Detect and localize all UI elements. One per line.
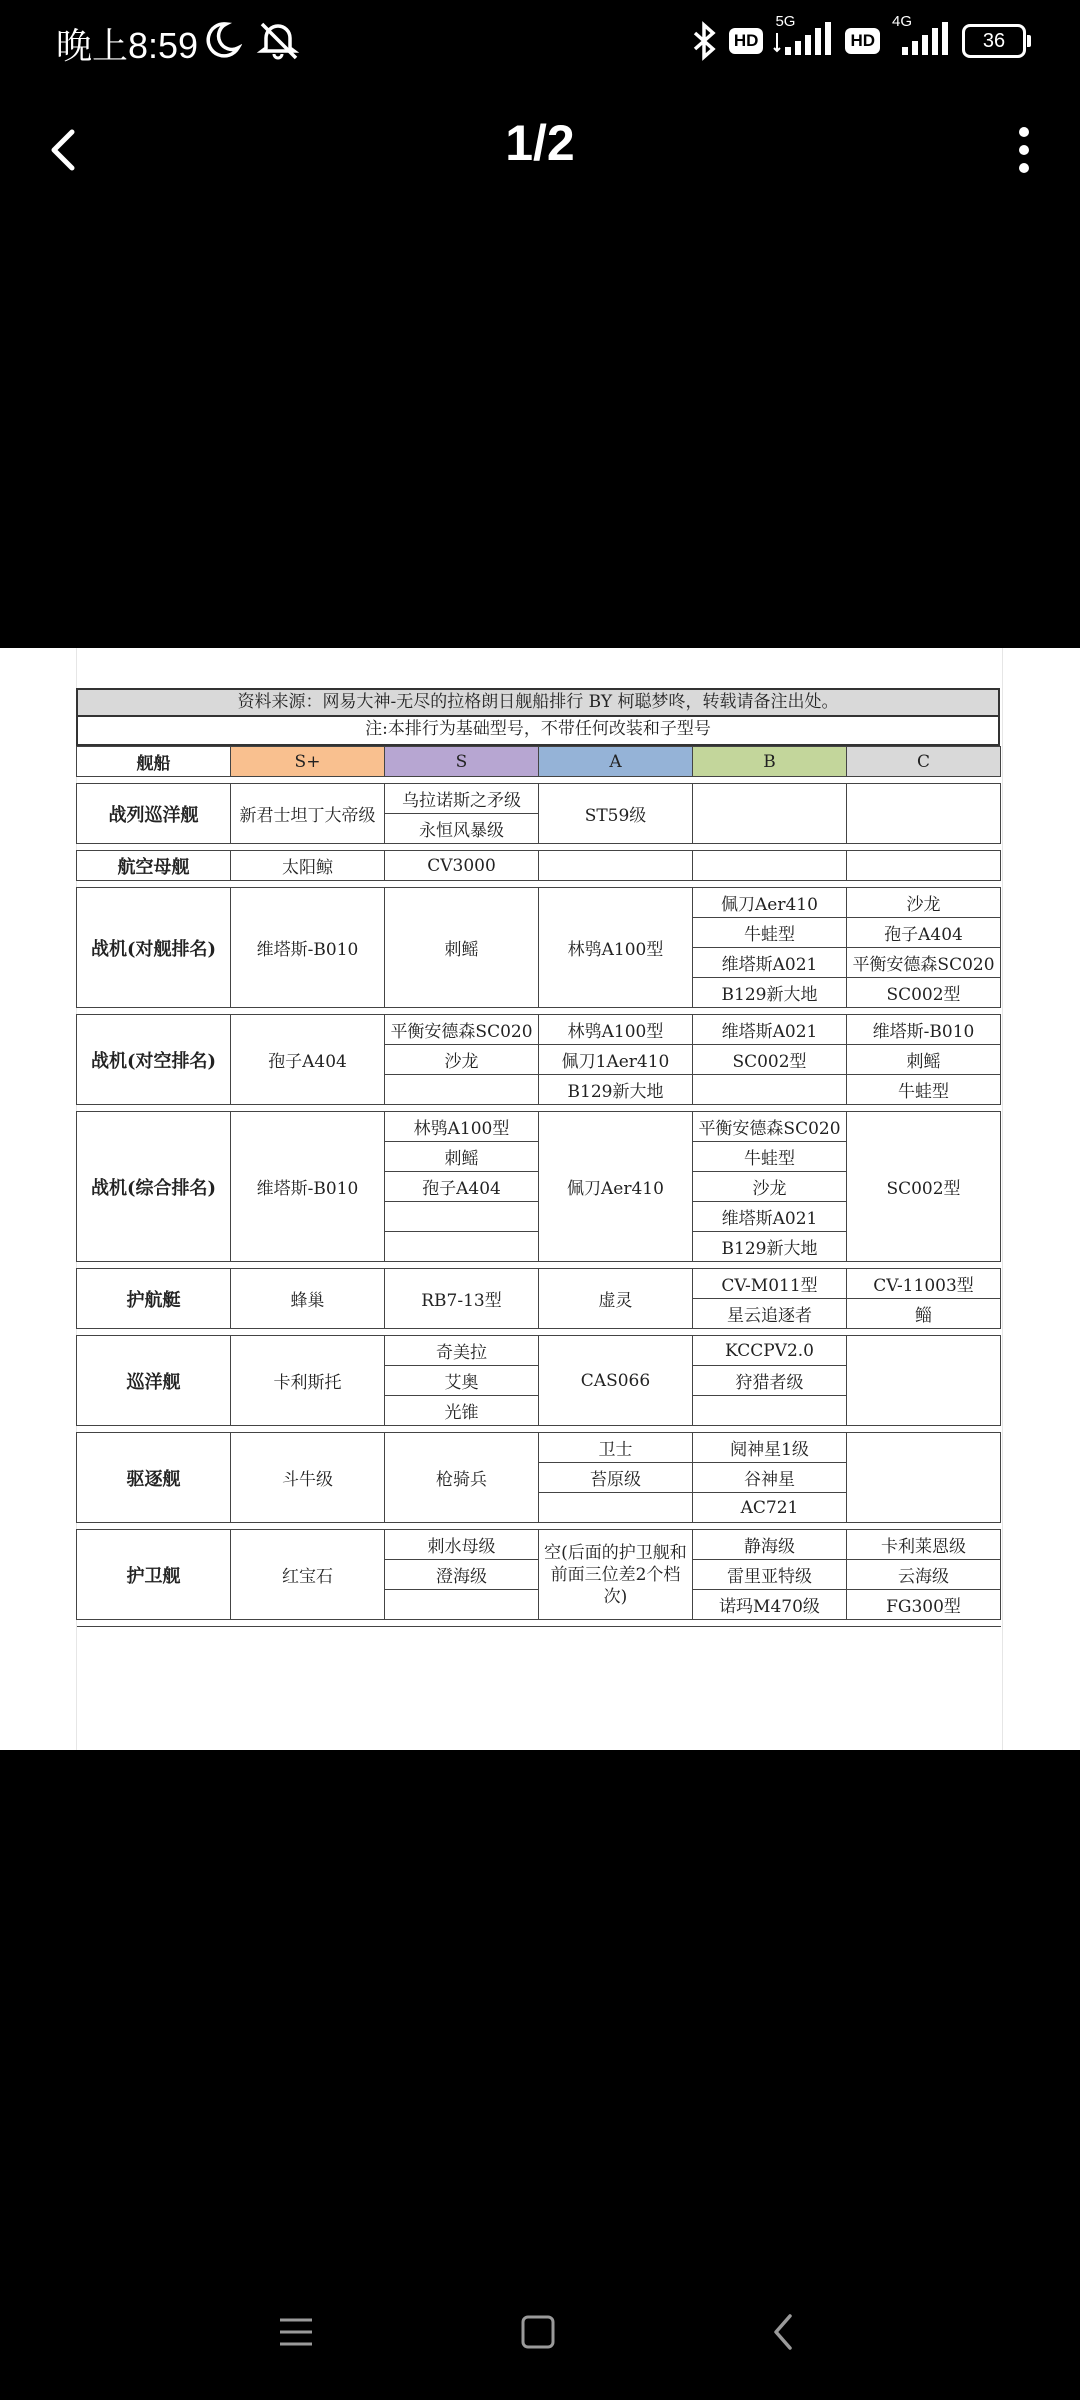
cell-s: 乌拉诺斯之矛级 [385,784,539,814]
status-bar [0,0,1080,80]
row-category: 战列巡洋舰 [77,784,231,844]
cell-a: B129新大地 [539,1075,693,1105]
cell-s: 林鸮A100型 [385,1112,539,1142]
cell-s [385,1202,539,1232]
home-icon[interactable] [520,2312,556,2352]
cell-b: 谷神星 [693,1463,847,1493]
battery-level: 36 [982,29,1006,52]
cell-c: 鲻 [847,1299,1001,1329]
cell-a: 佩刀1Aer410 [539,1045,693,1075]
bluetooth-icon [691,21,719,61]
table-row [77,784,1001,814]
cell-b: 沙龙 [693,1172,847,1202]
cell-a: 卫士 [539,1433,693,1463]
cell-s [385,1590,539,1620]
viewer-toolbar [0,110,1080,190]
row-category: 护卫舰 [77,1530,231,1620]
cell-a: 虚灵 [539,1269,693,1329]
cell-b: CV-M011型 [693,1269,847,1299]
cell-a: 林鸮A100型 [539,888,693,1008]
cell-s: 艾奥 [385,1366,539,1396]
cell-splus: 新君士坦丁大帝级 [231,784,385,844]
cell-b: 星云追逐者 [693,1299,847,1329]
cell-c: 平衡安德森SC020 [847,948,1001,978]
cell-c: 孢子A404 [847,918,1001,948]
signal-icon-2 [890,13,952,61]
cell-splus: 斗牛级 [231,1433,385,1523]
cell-c: 卡利莱恩级 [847,1530,1001,1560]
cell-a: 空(后面的护卫舰和前面三位差2个档次) [539,1530,693,1620]
table-note: 注:本排行为基础型号，不带任何改装和子型号 [76,717,1000,746]
more-vertical-icon[interactable] [1008,122,1040,178]
cell-c: FG300型 [847,1590,1001,1620]
cell-splus: 太阳鲸 [231,851,385,881]
table-row [77,1112,1001,1142]
cell-a: CAS066 [539,1336,693,1426]
page-indicator: 1/2 [505,115,575,171]
cell-a: 林鸮A100型 [539,1015,693,1045]
cell-b: B129新大地 [693,1232,847,1262]
cell-c: 维塔斯-B010 [847,1015,1001,1045]
cell-s: 刺水母级 [385,1530,539,1560]
cell-c: SC002型 [847,1112,1001,1262]
table-header-row [77,747,1001,777]
cell-splus: 卡利斯托 [231,1336,385,1426]
cell-b: 佩刀Aer410 [693,888,847,918]
moon-icon [204,20,242,60]
cell-b: 维塔斯A021 [693,1202,847,1232]
cell-a: ST59级 [539,784,693,844]
battery-icon [962,24,1026,58]
ranking-table [76,688,1004,1627]
cell-b: KCCPV2.0 [693,1336,847,1366]
row-category: 巡洋舰 [77,1336,231,1426]
cell-b [693,851,847,881]
cell-b: 狩猎者级 [693,1366,847,1396]
cell-s: 奇美拉 [385,1336,539,1366]
cell-b: SC002型 [693,1045,847,1075]
cell-b [693,1075,847,1105]
cell-s: 永恒风暴级 [385,814,539,844]
table-row [77,1433,1001,1463]
cell-c [847,1433,1001,1523]
cell-c: SC002型 [847,978,1001,1008]
cell-s: 平衡安德森SC020 [385,1015,539,1045]
cell-c [847,1336,1001,1426]
row-category: 驱逐舰 [77,1433,231,1523]
cell-c: CV-11003型 [847,1269,1001,1299]
row-category: 航空母舰 [77,851,231,881]
cell-splus: 维塔斯-B010 [231,888,385,1008]
table-row [77,851,1001,881]
header-tier-s: S [385,747,539,777]
tier-table [76,746,1001,1627]
table-row [77,1530,1001,1560]
cell-s [385,1075,539,1105]
cell-a: 苔原级 [539,1463,693,1493]
header-tier-splus: S+ [231,747,385,777]
mute-icon [256,20,300,60]
system-nav-bar [0,2290,1080,2380]
cell-c: 云海级 [847,1560,1001,1590]
cell-s: CV3000 [385,851,539,881]
cell-s [385,1232,539,1262]
table-row [77,1015,1001,1045]
cell-a [539,1493,693,1523]
cell-b: 阋神星1级 [693,1433,847,1463]
cell-s: 澄海级 [385,1560,539,1590]
cell-s: 枪骑兵 [385,1433,539,1523]
cell-b: 维塔斯A021 [693,1015,847,1045]
menu-icon[interactable] [278,2312,314,2352]
table-row [77,1336,1001,1366]
cell-c: 刺鳐 [847,1045,1001,1075]
network-type-2: 4G [892,13,913,30]
table-row [77,1269,1001,1299]
cell-splus: 孢子A404 [231,1015,385,1105]
back-icon[interactable] [766,2312,802,2352]
cell-s: RB7-13型 [385,1269,539,1329]
cell-b [693,1396,847,1426]
cell-b: 雷里亚特级 [693,1560,847,1590]
cell-s: 刺鳐 [385,1142,539,1172]
table-source-title: 资料来源：网易大神-无尽的拉格朗日舰船排行 BY 柯聪梦咚，转载请备注出处。 [76,688,1000,717]
table-row [77,888,1001,918]
cell-b: 平衡安德森SC020 [693,1112,847,1142]
network-type-1: 5G [775,13,796,30]
hd-badge-2: HD [845,28,880,54]
row-category: 战机(对空排名) [77,1015,231,1105]
row-category: 战机(综合排名) [77,1112,231,1262]
header-ship: 舰船 [77,747,231,777]
cell-a [539,851,693,881]
cell-splus: 红宝石 [231,1530,385,1620]
header-tier-b: B [693,747,847,777]
image-viewer[interactable] [0,648,1080,1750]
row-category: 战机(对舰排名) [77,888,231,1008]
status-right-group [691,13,1026,66]
cell-a: 佩刀Aer410 [539,1112,693,1262]
cell-b: AC721 [693,1493,847,1523]
cell-s: 刺鳐 [385,888,539,1008]
cell-splus: 蜂巢 [231,1269,385,1329]
cell-b: B129新大地 [693,978,847,1008]
cell-splus: 维塔斯-B010 [231,1112,385,1262]
cell-b: 维塔斯A021 [693,948,847,978]
header-tier-c: C [847,747,1001,777]
status-time: 晚上8:59 [56,25,199,66]
cell-b: 牛蛙型 [693,918,847,948]
cell-c: 沙龙 [847,888,1001,918]
cell-b: 诺玛M470级 [693,1590,847,1620]
hd-badge-1: HD [729,28,764,54]
cell-s: 光锥 [385,1396,539,1426]
cell-b: 静海级 [693,1530,847,1560]
signal-icon [773,13,835,61]
cell-s: 沙龙 [385,1045,539,1075]
cell-b: 牛蛙型 [693,1142,847,1172]
row-category: 护航艇 [77,1269,231,1329]
cell-c [847,851,1001,881]
cell-c [847,784,1001,844]
cell-s: 孢子A404 [385,1172,539,1202]
header-tier-a: A [539,747,693,777]
cell-c: 牛蛙型 [847,1075,1001,1105]
cell-b [693,784,847,844]
